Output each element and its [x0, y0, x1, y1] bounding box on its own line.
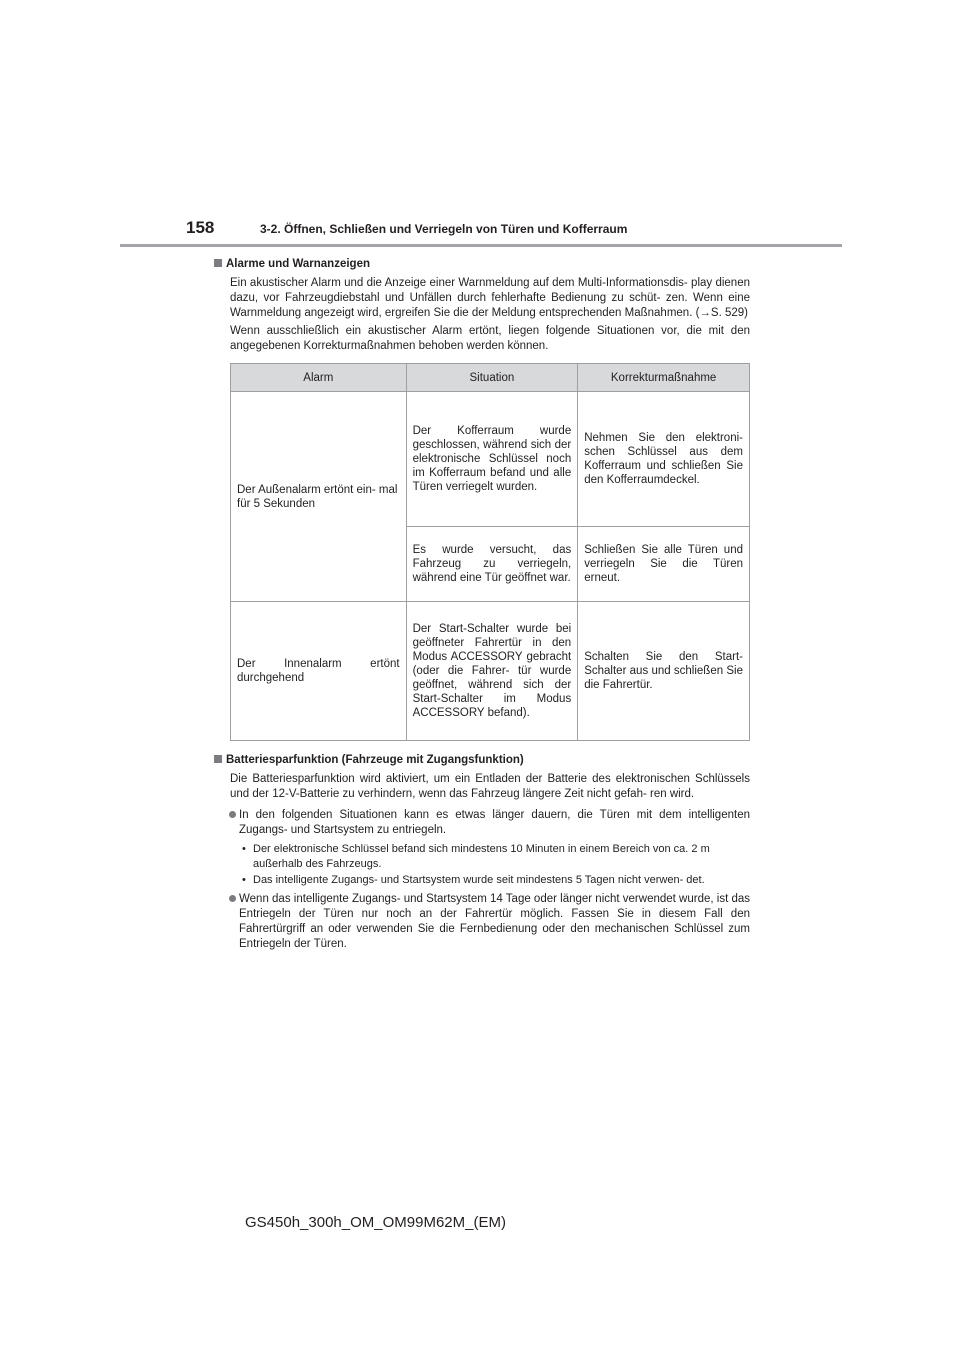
page-number: 158 [186, 218, 215, 237]
sub-list-item [239, 873, 750, 888]
alarms-heading [214, 255, 750, 273]
list-item [230, 808, 750, 888]
square-bullet-icon [214, 259, 222, 267]
battery-heading [214, 751, 750, 769]
sub-list-item [239, 842, 750, 872]
document-code: GS450h_300h_OM_OM99M62M_(EM) [245, 1214, 506, 1231]
sub-list [239, 842, 750, 888]
table-row [231, 392, 750, 527]
circle-bullet-icon [229, 895, 236, 902]
battery-paragraph: Die Batteriesparfunktion wird aktiviert, um ein Entladen der Batterie des elektronischen Schlüssels und der 12-V-Batterie zu verhindern, wenn das Fahrzeug längere Zeit nicht gefah- ren wird. [230, 773, 750, 800]
battery-bullet-list [230, 808, 750, 952]
column-header-situation: Situation [406, 364, 578, 392]
dot-bullet-icon: • [242, 843, 246, 855]
sub-item-text: Das intelligente Zugangs- und Startsystem wurde seit mindestens 5 Tagen nicht verwen- det. [253, 874, 705, 886]
header-divider [120, 244, 842, 247]
alarms-paragraph-2: Wenn ausschließlich ein akustischer Alarm ertönt, liegen folgende Situationen vor, die mit den angegebenen Korrekturmaßnahmen behoben werden können. [230, 325, 750, 352]
alarms-heading-text: Alarme und Warnanzeigen [226, 258, 370, 270]
situation-cell: Es wurde versucht, das Fahrzeug zu verriegeln, während eine Tür geöffnet war. [406, 527, 578, 602]
square-bullet-icon [214, 755, 222, 763]
table-row [231, 602, 750, 741]
situation-cell: Der Kofferraum wurde geschlossen, während sich der elektronische Schlüssel noch im Kofferraum befand und alle Türen verriegelt wurden. [406, 392, 578, 527]
action-cell: Schalten Sie den Start- Schalter aus und schließen Sie die Fahrertür. [578, 602, 750, 741]
page-content [214, 255, 750, 956]
table-header-row [231, 364, 750, 392]
situation-cell: Der Start-Schalter wurde bei geöffneter Fahrertür in den Modus ACCESSORY gebracht (oder die Fahrer- tür wurde geöffnet, während sich der Start-Schalter im Modus ACCESSORY befand). [406, 602, 578, 741]
circle-bullet-icon [229, 811, 236, 818]
section-title: 3-2. Öffnen, Schließen und Verriegeln von Türen und Kofferraum [260, 222, 628, 236]
battery-heading-text: Batteriesparfunktion (Fahrzeuge mit Zugangsfunktion) [226, 754, 524, 766]
sub-item-text: Der elektronische Schlüssel befand sich mindestens 10 Minuten in einem Bereich von ca. 2 m außerhalb des Fahrzeugs. [253, 843, 710, 870]
column-header-action: Korrekturmaßnahme [578, 364, 750, 392]
bullet-text: In den folgenden Situationen kann es etwas länger dauern, die Türen mit dem intelligenten Zugangs- und Startsystem zu entriegeln. [239, 809, 750, 836]
alarm-table [230, 363, 750, 741]
alarms-paragraph-1: Ein akustischer Alarm und die Anzeige einer Warnmeldung auf dem Multi-Informationsdis- play dienen dazu, vor Fahrzeugdiebstahl und Unfällen durch fehlerhafte Bedienung zu schüt- zen. Wenn eine Warnmeldung angezeigt wird, ergreifen Sie die der Meldung entsprechenden Maßnahmen. (→S. 529) [230, 277, 750, 319]
dot-bullet-icon: • [242, 874, 246, 886]
bullet-text: Wenn das intelligente Zugangs- und Startsystem 14 Tage oder länger nicht verwendet wurde, ist das Entriegeln der Türen nur noch an der Fahrertür möglich. Fassen Sie in diesem Fall den Fahrertürgriff an oder verwenden Sie die Fernbedienung oder den mechanischen Schlüssel zum Entriegeln der Türen. [239, 893, 750, 950]
action-cell: Nehmen Sie den elektroni- schen Schlüssel aus dem Kofferraum und schließen Sie den Kofferraumdeckel. [578, 392, 750, 527]
column-header-alarm: Alarm [231, 364, 407, 392]
list-item [230, 892, 750, 952]
alarm-cell: Der Außenalarm ertönt ein- mal für 5 Sekunden [231, 392, 407, 602]
action-cell: Schließen Sie alle Türen und verriegeln Sie die Türen erneut. [578, 527, 750, 602]
alarm-cell: Der Innenalarm ertönt durchgehend [231, 602, 407, 741]
